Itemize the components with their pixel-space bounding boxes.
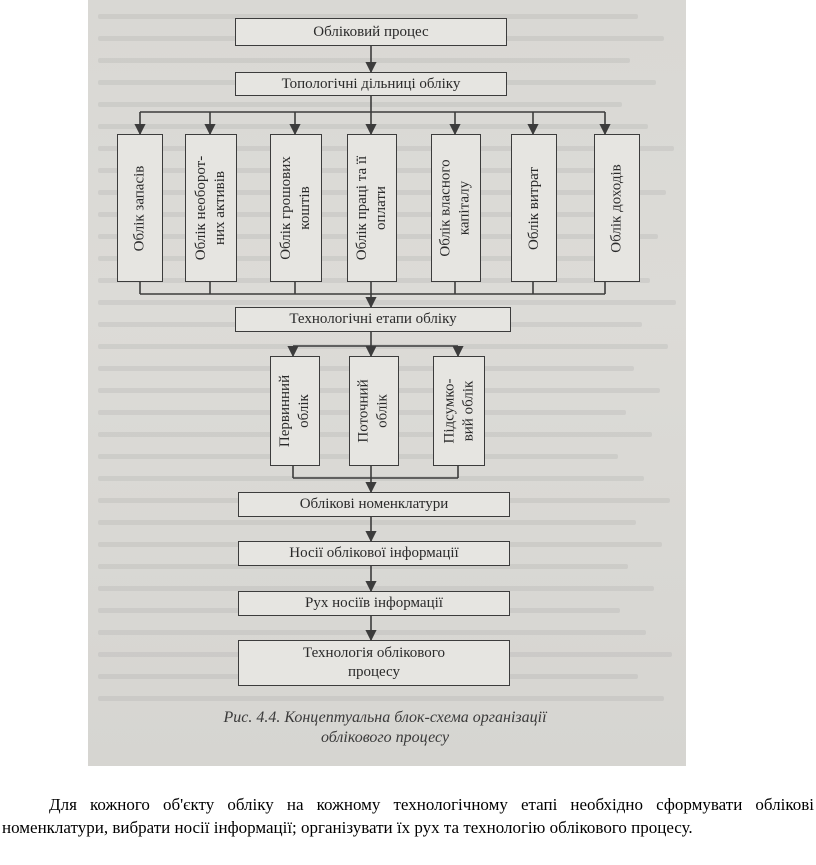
figure-caption	[150, 708, 620, 748]
accounting-nomenclature-box: Облікові номенклатури	[238, 492, 510, 517]
topology-item-vytraty: Облік витрат	[511, 134, 557, 282]
process-technology-box: Технологія облікового процесу	[238, 640, 510, 686]
caption-line-2: облікового процесу	[320, 729, 450, 746]
topology-item-vlasnyi-kapital: Облік власного капіталу	[431, 134, 481, 282]
topology-item-zapasy: Облік запасів	[117, 134, 163, 282]
accounting-process-box: Обліковий процес	[235, 18, 507, 46]
technological-stages-box: Технологічні етапи обліку	[235, 307, 511, 332]
topology-item-dohody: Облік доходів	[594, 134, 640, 282]
topology-sections-box: Топологічні дільниці обліку	[235, 72, 507, 96]
topology-item-pratsia: Облік праці та її оплати	[347, 134, 397, 282]
topology-item-neoborotni-aktyvy: Облік необорот- них активів	[185, 134, 237, 282]
stage-item-potochnyi: Поточний облік	[349, 356, 399, 466]
stage-item-pervynnyi: Первинний облік	[270, 356, 320, 466]
body-paragraph: Для кожного об'єкту обліку на кожному технологічному етапі необхідно сформувати облікові номенклатури, вибрати носії інформації; організувати їх рух та технологію облікового процесу.	[2, 795, 814, 837]
stage-item-pidsumkovyi: Підсумко- вий облік	[433, 356, 485, 466]
information-carriers-box: Носії облікової інформації	[238, 541, 510, 566]
carriers-movement-box: Рух носіїв інформації	[238, 591, 510, 616]
topology-item-groshovi-koshty: Облік грошових коштів	[270, 134, 322, 282]
caption-line-1: Рис. 4.4. Концептуальна блок-схема організації	[223, 709, 547, 726]
